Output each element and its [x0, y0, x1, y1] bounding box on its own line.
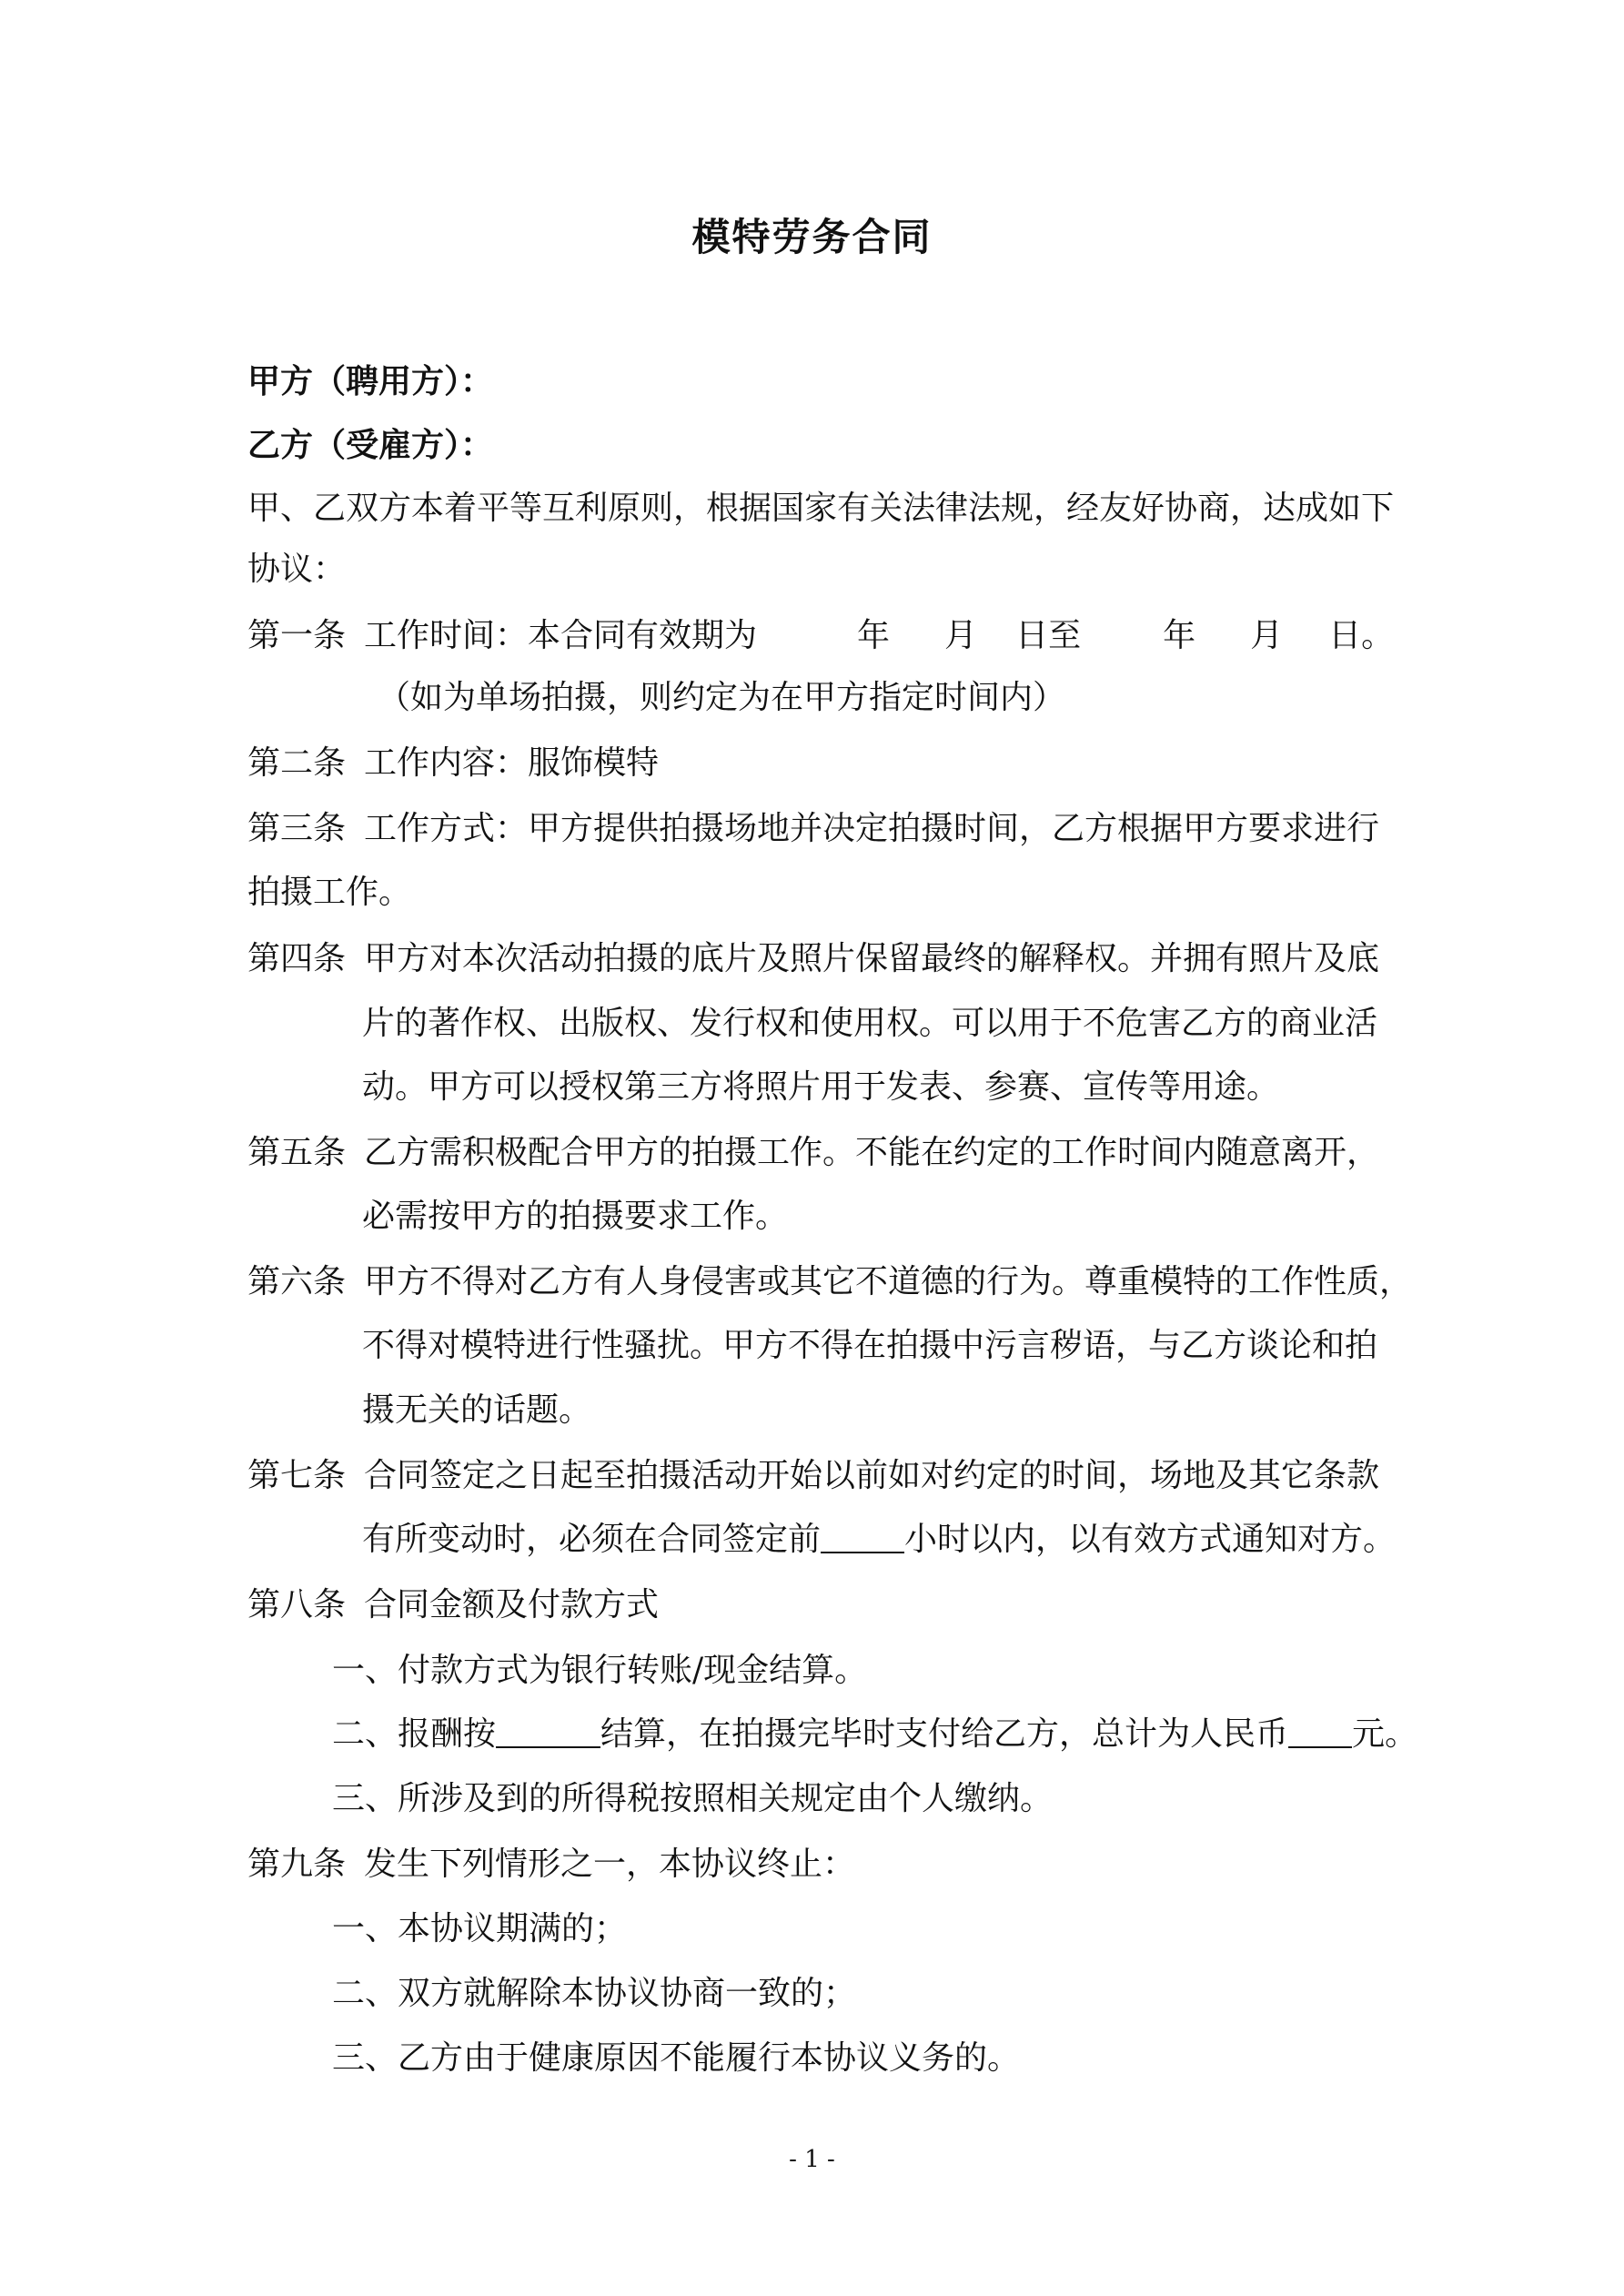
article-9-item-1: 一、本协议期满的； — [332, 1910, 628, 1947]
article-1 — [247, 614, 1394, 658]
article-6-label: 第六条 — [247, 1263, 347, 1300]
article-1-note: （如为单场拍摄，则约定为在甲方指定时间内） — [378, 679, 1066, 716]
article-7-line-2-end: 小时以内，以有效方式通知对方。 — [904, 1521, 1397, 1558]
article-5-line-2: 必需按甲方的拍摄要求工作。 — [362, 1198, 789, 1235]
document-title: 模特劳务合同 — [691, 215, 933, 259]
article-4 — [247, 937, 1379, 981]
article-5-label: 第五条 — [247, 1134, 347, 1171]
article-3-line-1: 工作方式：甲方提供拍摄场地并决定拍摄时间，乙方根据甲方要求进行 — [364, 810, 1380, 847]
article-8 — [247, 1583, 659, 1627]
hours-blank — [821, 1519, 904, 1553]
article-1-year-2: 年 — [1163, 617, 1196, 654]
article-3-label: 第三条 — [247, 810, 347, 847]
article-5 — [247, 1131, 1379, 1175]
article-8-text: 合同金额及付款方式 — [364, 1586, 660, 1623]
article-9-label: 第九条 — [247, 1846, 347, 1883]
article-9-text: 发生下列情形之一，本协议终止： — [364, 1846, 856, 1883]
article-9-item-3: 三、乙方由于健康原因不能履行本协议义务的。 — [332, 2039, 1021, 2077]
article-8-item-2 — [332, 1713, 1417, 1756]
page-number: - 1 - — [789, 2146, 835, 2173]
article-8-label: 第八条 — [247, 1586, 347, 1623]
article-1-text: 工作时间：本合同有效期为 — [364, 617, 758, 654]
amount-blank — [1288, 1714, 1352, 1748]
article-9 — [247, 1843, 855, 1886]
preamble-line-1: 甲、乙双方本着平等互利原则，根据国家有关法律法规，经友好协商，达成如下 — [247, 490, 1395, 527]
preamble-line-2: 协议： — [247, 551, 347, 588]
article-8-item-2-start: 二、报酬按 — [332, 1715, 497, 1753]
article-8-item-1: 一、付款方式为银行转账/现金结算。 — [332, 1652, 868, 1689]
article-8-item-2-end: 元。 — [1352, 1715, 1418, 1753]
article-2-text: 工作内容：服饰模特 — [364, 744, 660, 782]
article-7-line-2 — [362, 1518, 1396, 1562]
article-1-month-1: 月 — [944, 617, 978, 654]
article-1-year-1: 年 — [857, 617, 891, 654]
party-b-line: 乙方（受雇方）： — [247, 426, 494, 464]
article-3 — [247, 807, 1379, 851]
article-3-line-2: 拍摄工作。 — [247, 874, 412, 911]
article-1-label: 第一条 — [247, 617, 347, 654]
article-5-line-1: 乙方需积极配合甲方的拍摄工作。不能在约定的工作时间内随意离开， — [364, 1134, 1380, 1171]
article-6-line-2: 不得对模特进行性骚扰。甲方不得在拍摄中污言秽语，与乙方谈论和拍 — [362, 1327, 1378, 1364]
article-1-day-end: 日。 — [1328, 617, 1395, 654]
article-4-label: 第四条 — [247, 940, 347, 977]
article-4-line-1: 甲方对本次活动拍摄的底片及照片保留最终的解释权。并拥有照片及底 — [364, 940, 1380, 977]
payment-basis-blank — [496, 1714, 600, 1748]
article-4-line-3: 动。甲方可以授权第三方将照片用于发表、参赛、宣传等用途。 — [362, 1068, 1280, 1106]
article-6 — [247, 1260, 1412, 1304]
article-7-line-2-start: 有所变动时，必须在合同签定前 — [362, 1521, 822, 1558]
article-2 — [247, 742, 659, 785]
article-8-item-3: 三、所涉及到的所得税按照相关规定由个人缴纳。 — [332, 1780, 1054, 1817]
article-9-item-2: 二、双方就解除本协议协商一致的； — [332, 1975, 857, 2012]
article-6-line-3: 摄无关的话题。 — [362, 1391, 592, 1429]
article-2-label: 第二条 — [247, 744, 347, 782]
article-7-line-1: 合同签定之日起至拍摄活动开始以前如对约定的时间，场地及其它条款 — [364, 1457, 1380, 1494]
article-7-label: 第七条 — [247, 1457, 347, 1494]
article-8-item-2-middle: 结算，在拍摄完毕时支付给乙方，总计为人民币 — [600, 1715, 1289, 1753]
article-7 — [247, 1454, 1379, 1498]
article-4-line-2: 片的著作权、出版权、发行权和使用权。可以用于不危害乙方的商业活 — [362, 1005, 1378, 1042]
article-1-day-to: 日至 — [1015, 617, 1082, 654]
article-1-month-2: 月 — [1250, 617, 1284, 654]
party-a-line: 甲方（聘用方）： — [247, 362, 494, 400]
article-6-line-1: 甲方不得对乙方有人身侵害或其它不道德的行为。尊重模特的工作性质， — [364, 1263, 1413, 1300]
